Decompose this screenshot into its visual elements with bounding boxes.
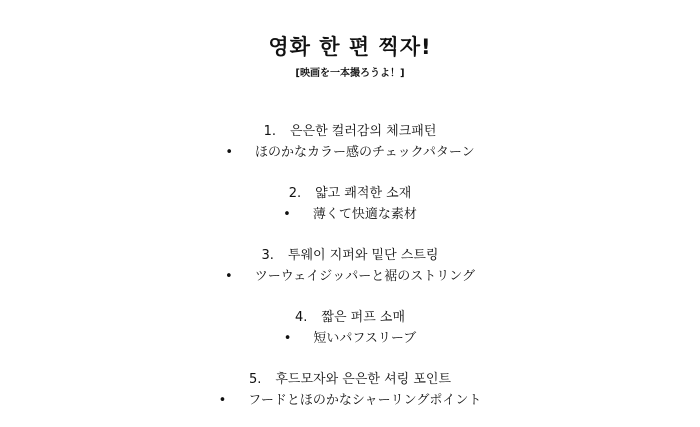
bullet-icon: • xyxy=(283,207,291,222)
feature-item-1 xyxy=(0,123,700,162)
bullet-icon: • xyxy=(218,393,227,408)
feature-bullet-text: 薄くて快適な素材 xyxy=(312,207,417,222)
bullet-icon: • xyxy=(225,269,233,284)
feature-number: 5. xyxy=(248,372,262,387)
feature-heading-text: 후드모자와 은은한 셔링 포인트 xyxy=(275,372,452,387)
feature-item-4 xyxy=(0,309,700,348)
feature-item-2 xyxy=(0,185,700,224)
feature-heading xyxy=(0,185,700,203)
feature-heading xyxy=(0,247,700,265)
feature-number: 3. xyxy=(261,248,274,263)
feature-item-5 xyxy=(0,371,700,410)
bullet-icon: • xyxy=(225,145,234,160)
feature-item-3 xyxy=(0,247,700,286)
feature-bullet xyxy=(0,206,700,224)
feature-heading-text: 얇고 쾌적한 소재 xyxy=(315,186,412,201)
feature-number: 4. xyxy=(294,310,308,325)
feature-heading xyxy=(0,123,700,141)
feature-heading xyxy=(0,371,700,389)
page-subtitle: [映画を一本撮ろうよ！] xyxy=(295,68,405,79)
page-title: 영화 한 편 찍자! xyxy=(268,35,432,59)
feature-number: 1. xyxy=(263,124,276,139)
feature-heading-text: 투웨이 지퍼와 밑단 스트링 xyxy=(287,248,439,263)
feature-heading-text: 은은한 컬러감의 체크패턴 xyxy=(290,124,437,139)
feature-heading-text: 짧은 퍼프 소매 xyxy=(321,310,406,325)
feature-bullet-text: ほのかなカラー感のチェックパターン xyxy=(255,145,475,160)
feature-bullet xyxy=(0,144,700,162)
feature-bullet xyxy=(0,330,700,348)
feature-number: 2. xyxy=(288,186,302,201)
feature-bullet-text: フードとほのかなシャーリングポイント xyxy=(248,393,482,408)
bullet-icon: • xyxy=(283,331,292,346)
feature-heading xyxy=(0,309,700,327)
feature-bullet xyxy=(0,268,700,286)
feature-bullet-text: ツーウェイジッパーと裾のストリング xyxy=(254,269,475,284)
feature-bullet xyxy=(0,392,700,410)
feature-bullet-text: 短いパフスリーブ xyxy=(313,331,417,346)
feature-list xyxy=(0,123,700,410)
